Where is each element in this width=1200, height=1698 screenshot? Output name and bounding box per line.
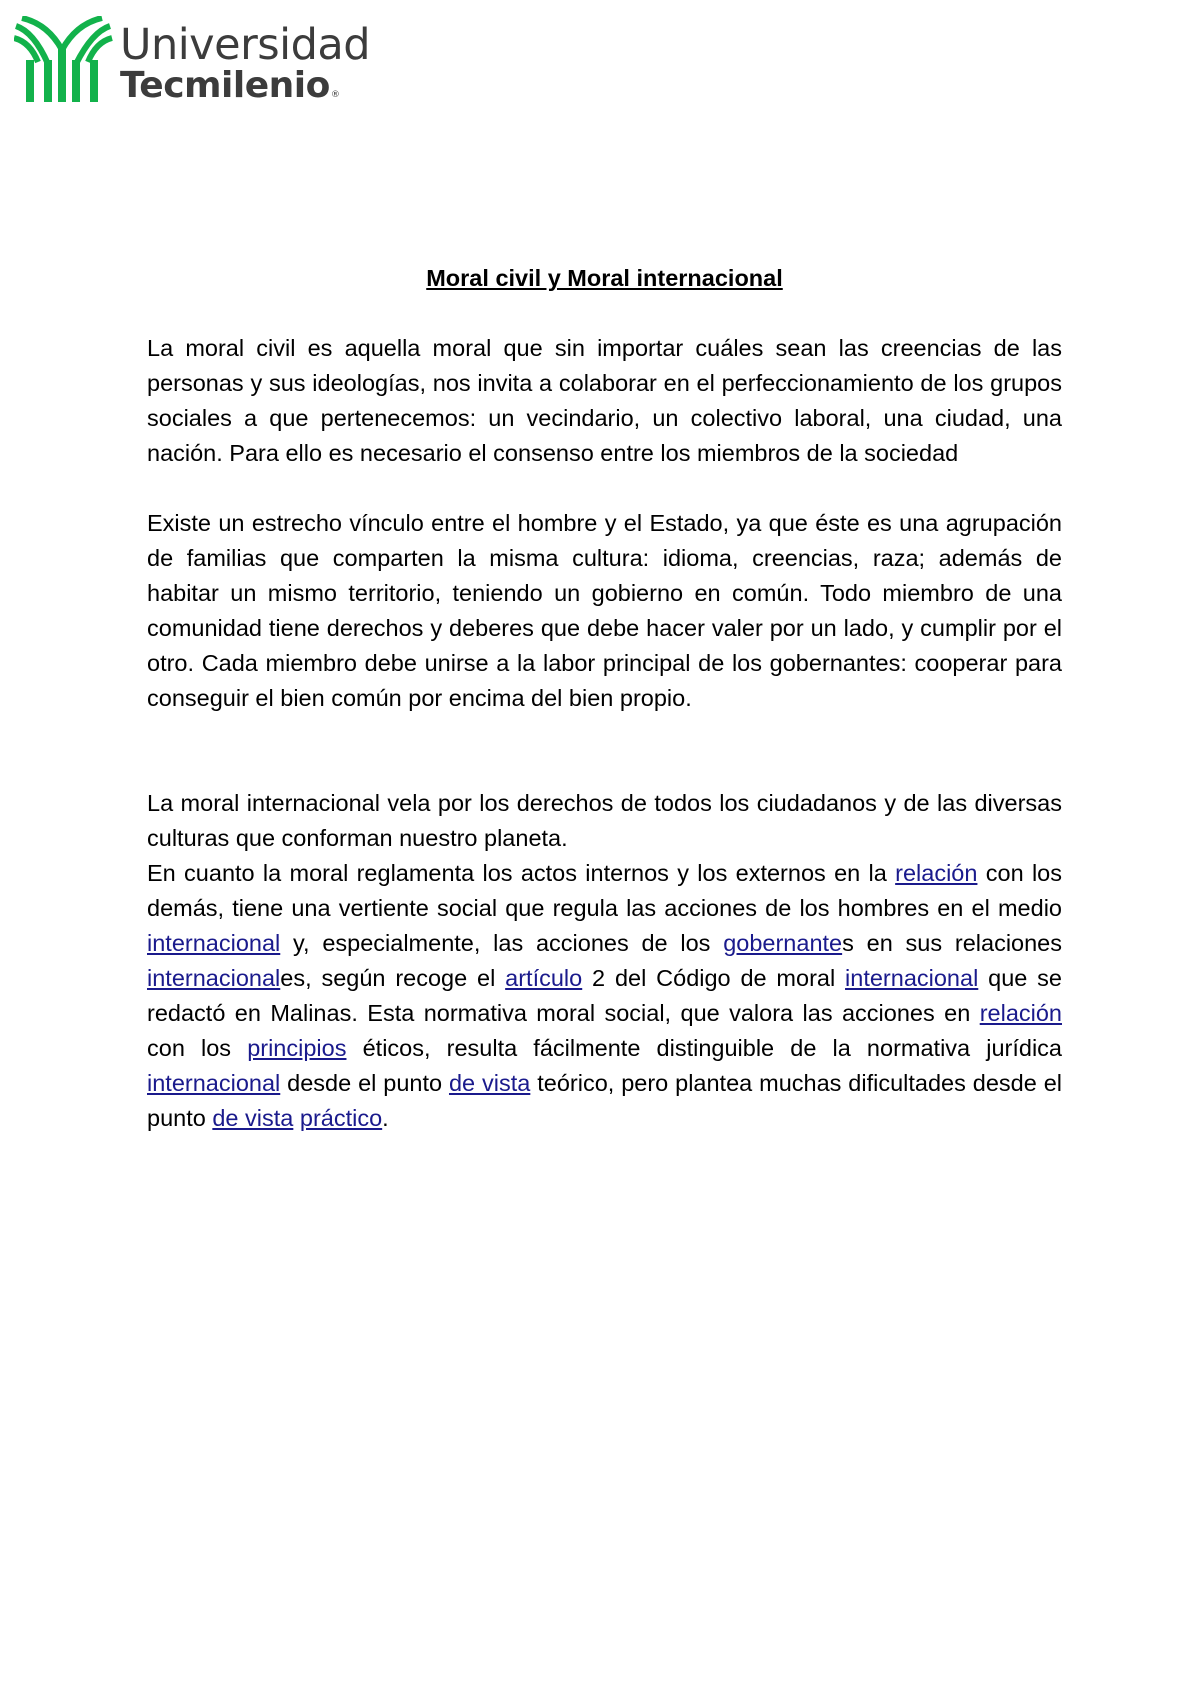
paragraph-moral-civil: La moral civil es aquella moral que sin importar cuáles sean las creencias de las personas y sus ideologías, nos invita a colaborar en el perfeccionamiento de los grupos sociales a que pertenecemos: un vecindario, un colectivo laboral, una ciudad, una nación. Para ello es necesario el consenso entre los miembros de la sociedad [147, 335, 1062, 466]
link-internacional[interactable]: internacional [147, 930, 281, 956]
logo-universidad-text: Universidad [120, 20, 371, 70]
link-internacional[interactable]: internacional [845, 965, 979, 991]
paragraph-spacer [147, 471, 1062, 506]
link-de-vista[interactable]: de vista [212, 1105, 294, 1131]
document-title: Moral civil y Moral internacional [426, 265, 783, 291]
paragraph-spacer [147, 716, 1062, 786]
logo-wordmark [120, 20, 371, 106]
paragraph-moral-internacional: La moral internacional vela por los derechos de todos los ciudadanos y de las diversas culturas que conforman nuestro planeta. [147, 790, 1062, 851]
link-practico[interactable]: práctico [299, 1105, 383, 1131]
link-relacion[interactable]: relación [895, 860, 978, 886]
university-logo [14, 16, 374, 116]
link-internacional[interactable]: internacional [147, 1070, 281, 1096]
link-relacion[interactable]: relación [979, 1000, 1062, 1026]
link-internacional[interactable]: internacional [147, 965, 281, 991]
link-articulo[interactable]: artículo [505, 965, 583, 991]
logo-tecmilenio-text: Tecmilenio® [120, 65, 340, 106]
registered-mark: ® [330, 90, 340, 100]
tecmilenio-emblem-icon [14, 16, 114, 106]
paragraph-reglamenta: En cuanto la moral reglamenta los actos internos y los externos en la relación con los demás, tiene una vertiente social que regula las acciones de los hombres en el medio internacional y, especialmente, las acciones de los gobernantes en sus relaciones internacionales, según recoge el artículo 2 del Código de moral internacional que se redactó en Malinas. Esta normativa moral social, que valora las acciones en relación con los principios éticos, resulta fácilmente distinguible de la normativa jurídica internacional desde el punto de vista teórico, pero plantea muchas dificultades desde el punto de vista práctico. [147, 860, 1062, 1131]
link-principios[interactable]: principios [247, 1035, 347, 1061]
link-gobernante[interactable]: gobernante [723, 930, 843, 956]
document-body [147, 261, 1062, 1136]
paragraph-hombre-estado: Existe un estrecho vínculo entre el hombre y el Estado, ya que éste es una agrupación de familias que comparten la misma cultura: idioma, creencias, raza; además de habitar un mismo territorio, teniendo un gobierno en común. Todo miembro de una comunidad tiene derechos y deberes que debe hacer valer por un lado, y cumplir por el otro. Cada miembro debe unirse a la labor principal de los gobernantes: cooperar para conseguir el bien común por encima del bien propio. [147, 510, 1062, 711]
link-de-vista[interactable]: de vista [448, 1070, 531, 1096]
